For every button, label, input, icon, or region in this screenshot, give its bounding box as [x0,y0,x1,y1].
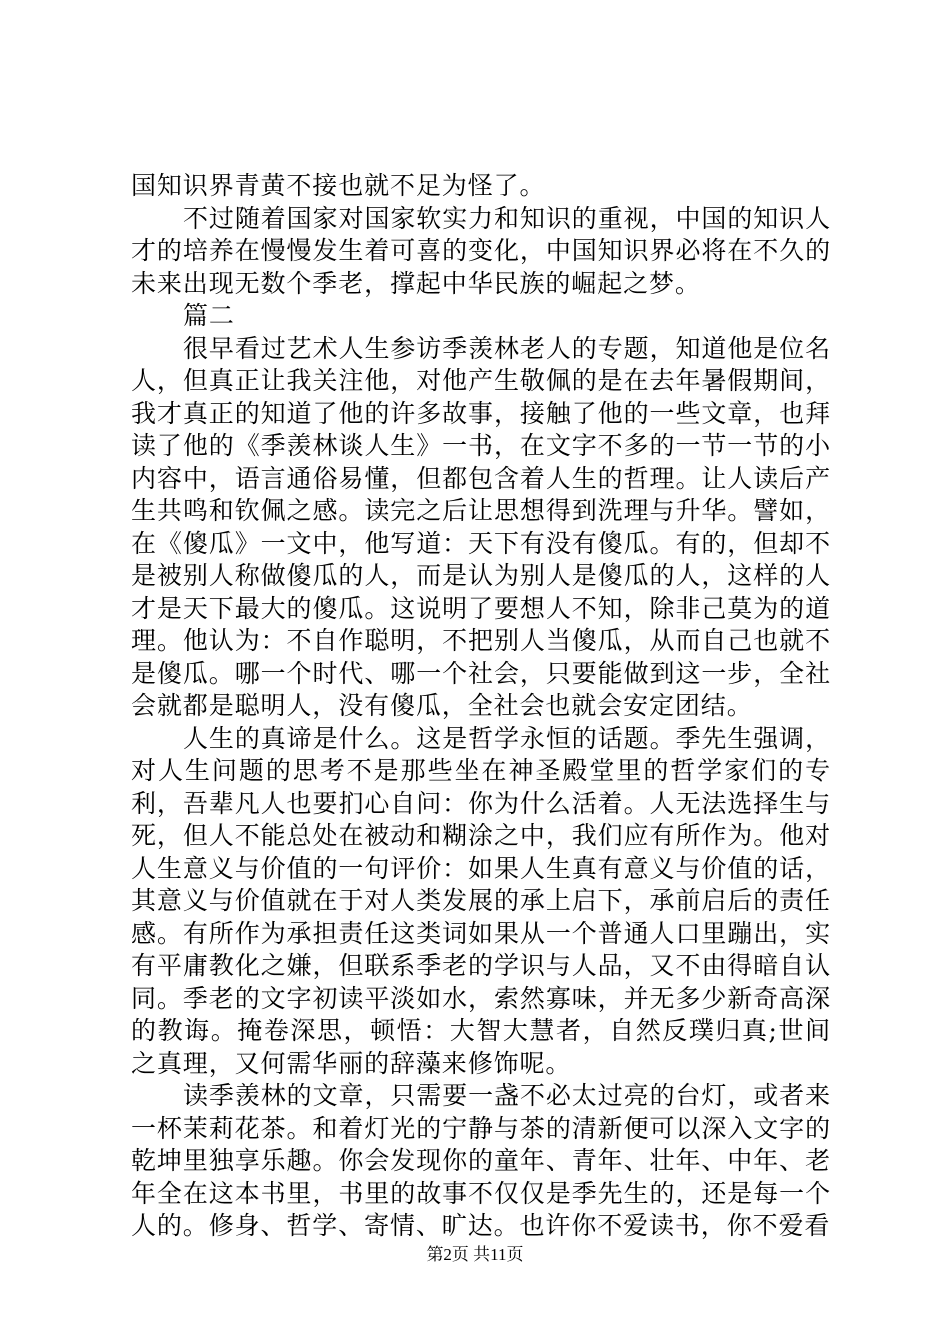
document-body [131,170,831,1243]
paragraph-4: 人生的真谛是什么。这是哲学永恒的话题。季先生强调，对人生问题的思考不是那些坐在神圣殿堂里的哲学家们的专利，吾辈凡人也要扪心自问：你为什么活着。人无法选择生与死，但人不能总处在被动和糊涂之中，我们应有所作为。他对人生意义与价值的一句评价：如果人生真有意义与价值的话，其意义与价值就在于对人类发展的承上启下，承前启后的责任感。有所作为承担责任这类词如果从一个普通人口里蹦出，实有平庸教化之嫌，但联系季老的学识与人品，又不由得暗自认同。季老的文字初读平淡如水，索然寡味，并无多少新奇高深的教诲。掩卷深思，顿悟：大智大慧者，自然反璞归真;世间之真理，又何需华丽的辞藻来修饰呢。 [131,723,831,1078]
page-footer: 第2页 共11页 [426,1245,524,1264]
paragraph-5: 读季羡林的文章，只需要一盏不必太过亮的台灯，或者来一杯茉莉花茶。和着灯光的宁静与茶的清新便可以深入文字的乾坤里独享乐趣。你会发现你的童年、青年、壮年、中年、老年全在这本书里，书里的故事不仅仅是季先生的，还是每一个人的。修身、哲学、寄情、旷达。也许你不爱读书，你不爱看 [131,1081,831,1240]
paragraph-3: 很早看过艺术人生参访季羡林老人的专题，知道他是位名人，但真正让我关注他，对他产生敬佩的是在去年暑假期间，我才真正的知道了他的许多故事，接触了他的一些文章，也拜读了他的《季羡林谈人生》一书，在文字不多的一节一节的小内容中，语言通俗易懂，但都包含着人生的哲理。让人读后产生共鸣和钦佩之感。读完之后让思想得到洗理与升华。譬如，在《傻瓜》一文中，他写道：天下有没有傻瓜。有的，但却不是被别人称做傻瓜的人，而是认为别人是傻瓜的人，这样的人才是天下最大的傻瓜。这说明了要想人不知，除非己莫为的道理。他认为：不自作聪明，不把别人当傻瓜，从而自己也就不是傻瓜。哪一个时代、哪一个社会，只要能做到这一步，全社会就都是聪明人，没有傻瓜，全社会也就会安定团结。 [131,333,831,720]
section-heading: 篇二 [183,301,235,330]
paragraph-1: 国知识界青黄不接也就不足为怪了。 [131,171,546,200]
paragraph-2: 不过随着国家对国家软实力和知识的重视，中国的知识人才的培养在慢慢发生着可喜的变化，中国知识界必将在不久的未来出现无数个季老，撑起中华民族的崛起之梦。 [131,203,831,298]
